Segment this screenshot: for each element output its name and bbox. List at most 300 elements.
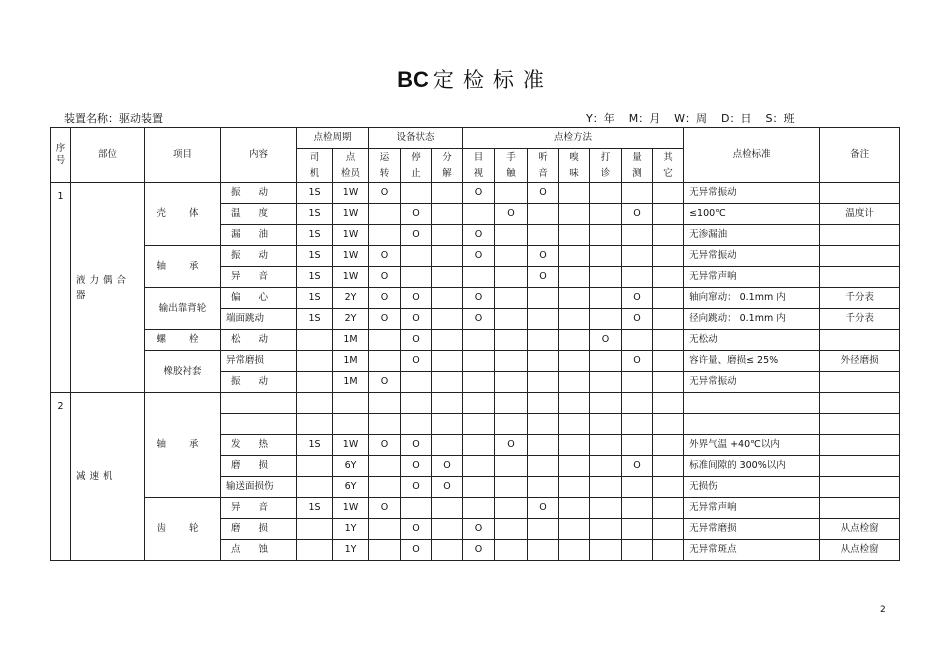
check-cell bbox=[653, 498, 684, 519]
check-cell: 1W bbox=[333, 498, 369, 519]
check-cell bbox=[495, 372, 528, 393]
check-cell bbox=[432, 540, 463, 561]
check-cell bbox=[622, 393, 653, 414]
check-cell bbox=[622, 246, 653, 267]
check-cell: 1W bbox=[333, 267, 369, 288]
check-cell bbox=[495, 393, 528, 414]
check-cell bbox=[463, 330, 495, 351]
check-cell: O bbox=[369, 435, 401, 456]
check-cell bbox=[495, 351, 528, 372]
remark-cell: 温度计 bbox=[820, 204, 900, 225]
check-cell bbox=[528, 330, 559, 351]
item-cell: 橡胶衬套 bbox=[145, 351, 221, 393]
table-row bbox=[51, 351, 900, 372]
check-cell: O bbox=[369, 267, 401, 288]
check-cell: O bbox=[401, 225, 432, 246]
check-cell bbox=[653, 288, 684, 309]
check-cell bbox=[559, 435, 590, 456]
check-cell: 1S bbox=[297, 498, 333, 519]
check-cell bbox=[297, 372, 333, 393]
check-cell: O bbox=[622, 288, 653, 309]
check-cell bbox=[590, 372, 622, 393]
check-cell: 1S bbox=[297, 183, 333, 204]
check-cell bbox=[401, 183, 432, 204]
check-cell bbox=[495, 246, 528, 267]
check-cell: 1M bbox=[333, 351, 369, 372]
check-cell bbox=[590, 225, 622, 246]
standard-cell: 无异常振动 bbox=[684, 246, 820, 267]
check-cell bbox=[559, 393, 590, 414]
check-cell bbox=[463, 372, 495, 393]
check-cell: 6Y bbox=[333, 477, 369, 498]
check-cell bbox=[463, 267, 495, 288]
check-cell: O bbox=[401, 288, 432, 309]
check-cell bbox=[559, 309, 590, 330]
remark-cell bbox=[820, 372, 900, 393]
check-cell bbox=[528, 435, 559, 456]
check-cell bbox=[432, 498, 463, 519]
content-cell: 振动 bbox=[221, 183, 297, 204]
check-cell bbox=[590, 435, 622, 456]
check-cell bbox=[432, 267, 463, 288]
check-cell: O bbox=[528, 183, 559, 204]
check-cell: O bbox=[463, 519, 495, 540]
remark-cell bbox=[820, 267, 900, 288]
check-cell bbox=[369, 477, 401, 498]
check-cell bbox=[528, 540, 559, 561]
check-cell: 1W bbox=[333, 225, 369, 246]
check-cell bbox=[622, 540, 653, 561]
check-cell bbox=[590, 309, 622, 330]
check-cell bbox=[653, 540, 684, 561]
check-cell bbox=[559, 204, 590, 225]
seq-cell: 2 bbox=[51, 393, 71, 561]
check-cell: 1S bbox=[297, 267, 333, 288]
remark-cell bbox=[820, 498, 900, 519]
check-cell bbox=[528, 456, 559, 477]
check-cell bbox=[369, 414, 401, 435]
check-cell bbox=[369, 225, 401, 246]
item-cell: 壳 体 bbox=[145, 183, 221, 246]
check-cell bbox=[369, 204, 401, 225]
check-cell bbox=[559, 372, 590, 393]
table-row bbox=[51, 393, 900, 414]
header-seq: 序号 bbox=[51, 128, 71, 183]
check-cell bbox=[559, 288, 590, 309]
check-cell bbox=[432, 204, 463, 225]
check-cell: 1Y bbox=[333, 519, 369, 540]
check-cell bbox=[622, 414, 653, 435]
check-cell: O bbox=[401, 540, 432, 561]
subheader-cell: 点 检员 bbox=[333, 149, 369, 183]
check-cell: 1S bbox=[297, 288, 333, 309]
check-cell bbox=[559, 477, 590, 498]
remark-cell bbox=[820, 435, 900, 456]
standard-cell: 径向跳动： 0.1mm 内 bbox=[684, 309, 820, 330]
header-standard: 点检标准 bbox=[684, 128, 820, 183]
check-cell: O bbox=[528, 246, 559, 267]
check-cell bbox=[495, 225, 528, 246]
remark-cell bbox=[820, 456, 900, 477]
check-cell: O bbox=[463, 246, 495, 267]
check-cell bbox=[463, 414, 495, 435]
check-cell bbox=[463, 204, 495, 225]
check-cell bbox=[653, 267, 684, 288]
check-cell bbox=[369, 519, 401, 540]
check-cell bbox=[369, 351, 401, 372]
check-cell bbox=[590, 519, 622, 540]
check-cell: O bbox=[401, 435, 432, 456]
check-cell: O bbox=[369, 498, 401, 519]
title-code: BC bbox=[397, 67, 429, 92]
check-cell: O bbox=[369, 183, 401, 204]
check-cell bbox=[559, 540, 590, 561]
standard-cell: 容许量、磨损≤ 25% bbox=[684, 351, 820, 372]
item-cell: 螺 栓 bbox=[145, 330, 221, 351]
part-cell: 减速机 bbox=[71, 393, 145, 561]
check-cell: O bbox=[432, 477, 463, 498]
check-cell bbox=[653, 351, 684, 372]
item-cell: 输出靠背轮 bbox=[145, 288, 221, 330]
check-cell bbox=[590, 204, 622, 225]
check-cell: 1M bbox=[333, 372, 369, 393]
check-cell bbox=[297, 540, 333, 561]
remark-cell bbox=[820, 393, 900, 414]
check-cell: O bbox=[622, 204, 653, 225]
check-cell bbox=[559, 351, 590, 372]
check-cell bbox=[559, 246, 590, 267]
inspection-standard-table bbox=[50, 127, 900, 561]
header-method: 点检方法 bbox=[463, 128, 684, 149]
check-cell: O bbox=[463, 225, 495, 246]
standard-cell: 无异常声响 bbox=[684, 267, 820, 288]
check-cell: O bbox=[463, 183, 495, 204]
check-cell bbox=[653, 183, 684, 204]
content-cell: 异音 bbox=[221, 267, 297, 288]
check-cell: 6Y bbox=[333, 456, 369, 477]
part-cell: 液力偶合器 bbox=[71, 183, 145, 393]
header-item: 项目 bbox=[145, 128, 221, 183]
content-cell bbox=[221, 414, 297, 435]
check-cell: O bbox=[528, 498, 559, 519]
check-cell: O bbox=[463, 288, 495, 309]
check-cell bbox=[495, 288, 528, 309]
subheader-cell: 其 它 bbox=[653, 149, 684, 183]
remark-cell: 从点检窗 bbox=[820, 540, 900, 561]
remark-cell: 千分表 bbox=[820, 309, 900, 330]
check-cell bbox=[495, 540, 528, 561]
check-cell: O bbox=[622, 309, 653, 330]
check-cell bbox=[622, 519, 653, 540]
standard-cell: 无异常声响 bbox=[684, 498, 820, 519]
check-cell bbox=[401, 372, 432, 393]
check-cell: O bbox=[369, 246, 401, 267]
check-cell bbox=[590, 246, 622, 267]
check-cell: O bbox=[495, 204, 528, 225]
check-cell bbox=[653, 435, 684, 456]
check-cell bbox=[432, 309, 463, 330]
check-cell: 1S bbox=[297, 204, 333, 225]
standard-cell: 无异常磨损 bbox=[684, 519, 820, 540]
standard-cell: 外界气温 +40℃以内 bbox=[684, 435, 820, 456]
check-cell: O bbox=[590, 330, 622, 351]
table-row bbox=[51, 183, 900, 204]
check-cell bbox=[297, 330, 333, 351]
check-cell bbox=[297, 519, 333, 540]
remark-cell bbox=[820, 414, 900, 435]
check-cell bbox=[590, 477, 622, 498]
check-cell: O bbox=[401, 204, 432, 225]
check-cell: O bbox=[401, 330, 432, 351]
check-cell bbox=[369, 393, 401, 414]
check-cell bbox=[495, 456, 528, 477]
content-cell: 磨损 bbox=[221, 456, 297, 477]
check-cell bbox=[590, 540, 622, 561]
check-cell bbox=[590, 183, 622, 204]
remark-cell bbox=[820, 183, 900, 204]
content-cell: 偏心 bbox=[221, 288, 297, 309]
check-cell bbox=[653, 393, 684, 414]
check-cell bbox=[590, 498, 622, 519]
check-cell bbox=[590, 288, 622, 309]
check-cell bbox=[401, 414, 432, 435]
check-cell bbox=[369, 540, 401, 561]
check-cell bbox=[297, 477, 333, 498]
check-cell bbox=[559, 414, 590, 435]
check-cell bbox=[333, 393, 369, 414]
check-cell bbox=[463, 351, 495, 372]
content-cell: 点蚀 bbox=[221, 540, 297, 561]
title-text: 定检标准 bbox=[432, 68, 553, 92]
check-cell: O bbox=[622, 351, 653, 372]
remark-cell: 从点检窗 bbox=[820, 519, 900, 540]
content-cell: 输送面损伤 bbox=[221, 477, 297, 498]
table-row bbox=[51, 330, 900, 351]
check-cell bbox=[559, 225, 590, 246]
check-cell: O bbox=[528, 267, 559, 288]
check-cell: 1W bbox=[333, 435, 369, 456]
check-cell bbox=[590, 393, 622, 414]
standard-cell: 标准间隙的 300%以内 bbox=[684, 456, 820, 477]
check-cell: O bbox=[432, 456, 463, 477]
check-cell bbox=[590, 267, 622, 288]
remark-cell bbox=[820, 330, 900, 351]
check-cell: 1Y bbox=[333, 540, 369, 561]
check-cell: O bbox=[401, 351, 432, 372]
header-status: 设备状态 bbox=[369, 128, 463, 149]
check-cell: 1W bbox=[333, 246, 369, 267]
check-cell bbox=[401, 393, 432, 414]
check-cell bbox=[463, 435, 495, 456]
check-cell bbox=[432, 351, 463, 372]
page-number: 2 bbox=[880, 605, 886, 615]
check-cell bbox=[297, 393, 333, 414]
check-cell bbox=[495, 267, 528, 288]
check-cell: O bbox=[369, 288, 401, 309]
check-cell bbox=[622, 477, 653, 498]
check-cell bbox=[401, 267, 432, 288]
check-cell bbox=[297, 351, 333, 372]
check-cell bbox=[297, 456, 333, 477]
check-cell bbox=[559, 519, 590, 540]
table-row bbox=[51, 288, 900, 309]
check-cell bbox=[528, 393, 559, 414]
check-cell bbox=[622, 267, 653, 288]
check-cell: O bbox=[369, 309, 401, 330]
subheader-cell: 司 机 bbox=[297, 149, 333, 183]
subheader-cell: 分 解 bbox=[432, 149, 463, 183]
check-cell bbox=[559, 498, 590, 519]
subheader-cell: 打 诊 bbox=[590, 149, 622, 183]
check-cell: 1S bbox=[297, 435, 333, 456]
check-cell bbox=[432, 246, 463, 267]
check-cell: O bbox=[622, 456, 653, 477]
check-cell: O bbox=[369, 372, 401, 393]
check-cell: 1W bbox=[333, 204, 369, 225]
check-cell bbox=[653, 372, 684, 393]
item-cell: 轴 承 bbox=[145, 393, 221, 498]
period-legend: Y：年 M：月 W：周 D：日 S：班 bbox=[586, 112, 795, 125]
check-cell bbox=[622, 498, 653, 519]
check-cell bbox=[653, 414, 684, 435]
content-cell: 异常磨损 bbox=[221, 351, 297, 372]
content-cell: 端面跳动 bbox=[221, 309, 297, 330]
table-row bbox=[51, 498, 900, 519]
standard-cell: 无异常斑点 bbox=[684, 540, 820, 561]
check-cell bbox=[432, 414, 463, 435]
subheader-cell: 目 视 bbox=[463, 149, 495, 183]
check-cell: 1S bbox=[297, 246, 333, 267]
standard-cell: ≤100℃ bbox=[684, 204, 820, 225]
check-cell bbox=[528, 204, 559, 225]
content-cell: 漏油 bbox=[221, 225, 297, 246]
standard-cell: 轴向窜动： 0.1mm 内 bbox=[684, 288, 820, 309]
check-cell bbox=[401, 246, 432, 267]
check-cell bbox=[432, 435, 463, 456]
check-cell bbox=[653, 246, 684, 267]
check-cell bbox=[622, 372, 653, 393]
header-content: 内容 bbox=[221, 128, 297, 183]
check-cell bbox=[432, 393, 463, 414]
check-cell: O bbox=[463, 309, 495, 330]
remark-cell bbox=[820, 477, 900, 498]
check-cell bbox=[528, 414, 559, 435]
check-cell bbox=[559, 267, 590, 288]
check-cell bbox=[432, 225, 463, 246]
check-cell bbox=[463, 456, 495, 477]
subheader-cell: 停 止 bbox=[401, 149, 432, 183]
standard-cell bbox=[684, 393, 820, 414]
standard-cell: 无异常振动 bbox=[684, 372, 820, 393]
remark-cell bbox=[820, 246, 900, 267]
check-cell bbox=[590, 414, 622, 435]
content-cell: 发热 bbox=[221, 435, 297, 456]
seq-cell: 1 bbox=[51, 183, 71, 393]
table-row bbox=[51, 246, 900, 267]
check-cell: O bbox=[495, 435, 528, 456]
subheader-cell: 手 触 bbox=[495, 149, 528, 183]
check-cell bbox=[495, 498, 528, 519]
remark-cell: 外径磨损 bbox=[820, 351, 900, 372]
content-cell: 振动 bbox=[221, 246, 297, 267]
check-cell bbox=[369, 456, 401, 477]
check-cell bbox=[622, 330, 653, 351]
check-cell bbox=[432, 288, 463, 309]
check-cell bbox=[528, 372, 559, 393]
check-cell bbox=[369, 330, 401, 351]
check-cell bbox=[495, 414, 528, 435]
standard-cell: 无渗漏油 bbox=[684, 225, 820, 246]
header-part: 部位 bbox=[71, 128, 145, 183]
content-cell: 振动 bbox=[221, 372, 297, 393]
check-cell bbox=[653, 225, 684, 246]
check-cell: 1W bbox=[333, 183, 369, 204]
check-cell: O bbox=[463, 540, 495, 561]
check-cell bbox=[432, 519, 463, 540]
check-cell bbox=[653, 330, 684, 351]
subheader-cell: 运 转 bbox=[369, 149, 401, 183]
remark-cell: 千分表 bbox=[820, 288, 900, 309]
check-cell bbox=[653, 519, 684, 540]
check-cell bbox=[528, 309, 559, 330]
check-cell bbox=[559, 456, 590, 477]
check-cell bbox=[528, 288, 559, 309]
check-cell bbox=[463, 393, 495, 414]
check-cell: O bbox=[401, 519, 432, 540]
content-cell: 磨损 bbox=[221, 519, 297, 540]
check-cell: 2Y bbox=[333, 288, 369, 309]
check-cell bbox=[622, 183, 653, 204]
content-cell: 异音 bbox=[221, 498, 297, 519]
check-cell bbox=[495, 330, 528, 351]
check-cell bbox=[653, 477, 684, 498]
check-cell bbox=[653, 456, 684, 477]
check-cell: 1M bbox=[333, 330, 369, 351]
item-cell: 齿 轮 bbox=[145, 498, 221, 561]
subheader-cell: 听 音 bbox=[528, 149, 559, 183]
check-cell bbox=[590, 351, 622, 372]
check-cell: O bbox=[401, 477, 432, 498]
standard-cell: 无异常振动 bbox=[684, 183, 820, 204]
subheader-cell: 嗅 味 bbox=[559, 149, 590, 183]
check-cell bbox=[495, 183, 528, 204]
check-cell bbox=[495, 309, 528, 330]
item-cell: 轴 承 bbox=[145, 246, 221, 288]
check-cell bbox=[333, 414, 369, 435]
check-cell bbox=[528, 519, 559, 540]
check-cell bbox=[297, 414, 333, 435]
check-cell: 1S bbox=[297, 309, 333, 330]
check-cell bbox=[495, 477, 528, 498]
check-cell: 2Y bbox=[333, 309, 369, 330]
check-cell bbox=[528, 351, 559, 372]
content-cell: 温度 bbox=[221, 204, 297, 225]
standard-cell: 无松动 bbox=[684, 330, 820, 351]
header-remark: 备注 bbox=[820, 128, 900, 183]
check-cell bbox=[432, 183, 463, 204]
check-cell bbox=[622, 435, 653, 456]
check-cell bbox=[590, 456, 622, 477]
check-cell: O bbox=[401, 309, 432, 330]
header-period: 点检周期 bbox=[297, 128, 369, 149]
check-cell bbox=[401, 498, 432, 519]
check-cell bbox=[653, 204, 684, 225]
check-cell bbox=[559, 330, 590, 351]
standard-cell bbox=[684, 414, 820, 435]
check-cell: 1S bbox=[297, 225, 333, 246]
check-cell bbox=[653, 309, 684, 330]
content-cell: 松动 bbox=[221, 330, 297, 351]
